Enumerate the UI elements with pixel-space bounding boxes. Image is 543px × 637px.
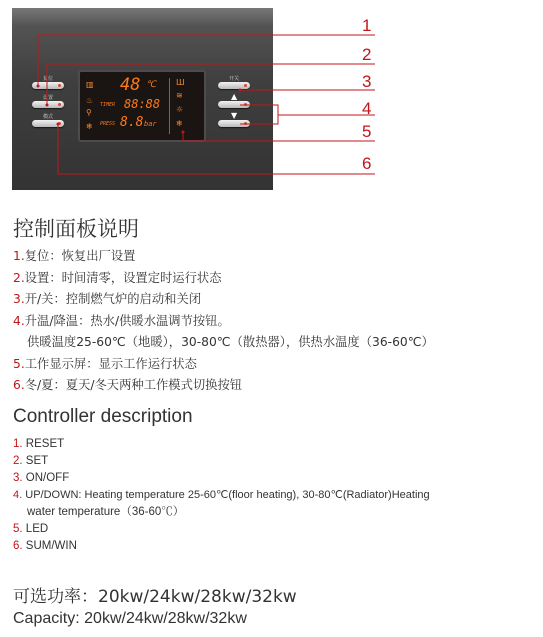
callout-number-6: 6 [362,154,372,173]
item-number: 2. [13,455,23,467]
lcd-temp-unit: ℃ [146,80,157,90]
set-label: 设置 [42,95,53,101]
item-number: 2. [13,270,25,285]
callout-number-5: 5 [362,122,372,141]
list-item [13,436,430,453]
callout-line-1 [38,35,375,86]
flame-icon: ♨ [86,96,94,105]
callout-line-6 [58,124,375,174]
item-number: 1. [13,438,23,450]
item-number: 6. [13,378,25,392]
item-text: UP/DOWN: Heating temperature 25-60℃(floor heating), 30-80℃(Radiator)Heating [25,489,430,501]
item-number: 4. [13,489,23,501]
tap-icon: ⚲ [86,108,92,117]
mode-label: 模式 [42,114,53,120]
callout-number-1: 1 [362,16,372,35]
item-text: SUM/WIN [25,540,77,552]
item-text: RESET [25,438,65,450]
list-item [13,521,430,538]
capacity-cn: 可选功率：20kw/24kw/28kw/32kw [13,587,297,607]
item-number: 3. [13,292,25,306]
list-item [13,453,430,470]
item-number: 3. [13,472,23,484]
list-item [13,354,434,376]
item-text: 冬/夏：夏天/冬天两种工作模式切换按钮 [24,378,243,392]
list-item-continuation [13,504,430,521]
up-arrow-icon: ▲ [231,92,238,101]
lcd-timer-label: TIMER [100,102,116,108]
item-text: ON/OFF [25,472,70,484]
list-item [13,311,434,333]
callout-number-4: 4 [362,99,372,118]
down-arrow-icon: ▼ [231,111,238,120]
item-text: SET [25,455,49,467]
heat-waves-icon: ≋ [176,91,183,100]
callout-number-2: 2 [362,45,372,64]
item-number: 5. [13,523,23,535]
heater-icon: Ш [176,78,185,87]
callout-number-3: 3 [362,72,372,91]
item-text: 开/关：控制燃气炉的启动和关闭 [24,292,202,306]
sun-icon: ☼ [176,105,184,114]
item-text: 升温/降温：热水/供暖水温调节按钮。 [24,313,230,328]
item-number: 1. [13,249,25,263]
onoff-label: 开关 [228,76,239,82]
callout-lines [0,0,543,200]
cn-title: 控制面板说明 [13,217,139,241]
capacity-en: Capacity: 20kw/24kw/28kw/32kw [13,610,247,627]
item-number: 5. [13,356,25,371]
list-item [13,487,430,504]
radiator-icon: ▥ [86,80,94,89]
list-item [13,246,434,268]
item-text: 设置：时间清零，设置定时运行状态 [24,270,222,285]
en-title: Controller description [13,406,193,427]
item-number: 4. [13,313,25,328]
lcd-press-unit: bar [144,120,157,128]
lcd-press-label: PRESS [100,121,116,127]
item-text: 复位：恢复出厂设置 [24,249,136,263]
cn-description-list [13,246,434,397]
list-item [13,470,430,487]
item-text: water temperature（36-60℃） [27,506,185,518]
list-item [13,538,430,555]
callout-bracket-4 [240,105,278,124]
callout-line-2 [47,64,375,105]
snowflake-icon: ❄ [86,122,93,131]
list-item [13,268,434,290]
lcd-temp: 48 [120,75,141,95]
lcd-press: 8.8 [120,115,144,130]
list-item-continuation [13,332,434,354]
item-text: 工作显示屏：显示工作运行状态 [24,356,197,371]
reset-label: 复位 [42,76,53,82]
lcd-timer: 88:88 [124,97,161,111]
callout-line-5 [183,132,375,141]
list-item [13,289,434,311]
en-description-list [13,436,430,555]
item-text: 供暖温度25-60℃（地暖），30-80℃（散热器），供热水温度（36-60℃） [27,335,434,349]
list-item [13,375,434,397]
item-text: LED [25,523,49,535]
snowflake-icon: ❄ [176,119,183,128]
item-number: 6. [13,540,23,552]
